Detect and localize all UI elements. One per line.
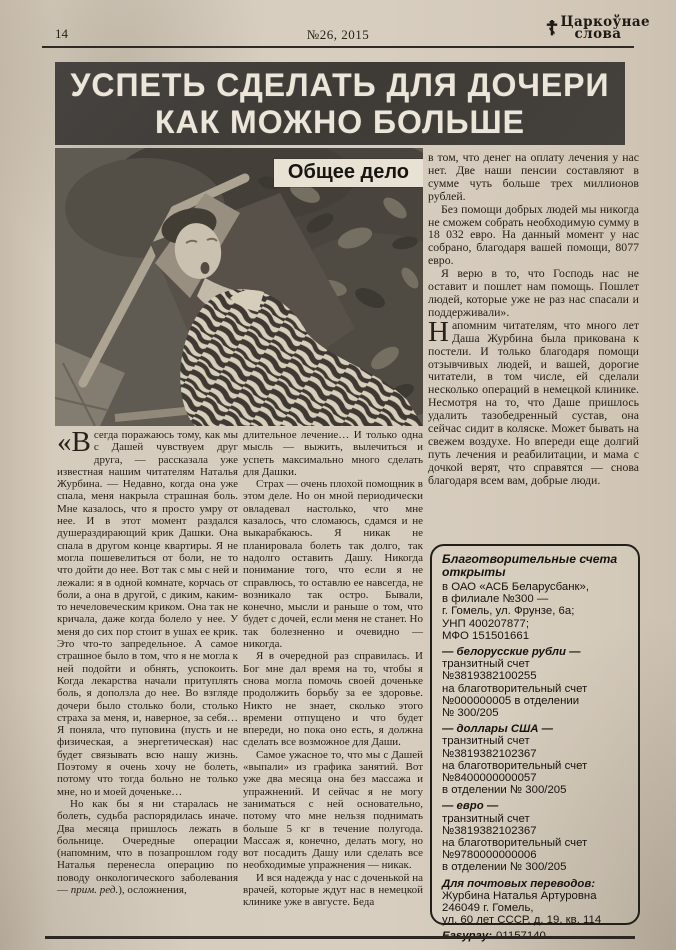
postal-header: Для почтовых переводов:	[442, 877, 596, 890]
paragraph-text: сегда поражаюсь тому, как мы с Дашей чувствуем друг друга, — рассказала уже известная нашим читателям Наталья Журбина. — Недавно, когда она уже спала, меня накрыла страшная боль. Мне казалось, что я просто умру от нее. И в этот момент раздался душераздирающий крик Дашки. Она спала в другом конце квартиры. Я не могла пошевелиться от боли, не то что дойти до нее. Вот так с мы с ней и лежали: я в одной комнате, корчась от боли, а она в другой, с диким, каким-то нечеловеческим криком. Она так не кричала, даже когда болело у нее. У меня до сих пор стоит в ушах ее крик. Это что-то запредельное. А самое страшное было в том, что я не могла к ней подойти и обнять, успокоить. Когда лекарства начали притуплять боль, я доползла до нее. Во взгляде дочери было столько боли, столько страха за меня, и, наверное, за себя… Я поняла, что пуповина (пусть и не физическая, а энергетическая) нас будет связывать всю нашу жизнь. Поэтому я очень хочу не болеть, потому что тогда больно не только мне, но и моей доченьке…	[57, 429, 238, 798]
paragraph: Я в очередной раз справилась. И Бог мне дал время на то, чтобы я снова могла помочь своей доченьке продолжить борьбу за ее здоровье. Никто не знает, сколько этого времени отпущено и что будет впереди, но пока оно есть, я должна сделать все возможное для Даши.	[243, 650, 423, 749]
account-line: на благотворительный счет	[442, 759, 588, 772]
column-middle	[243, 429, 423, 909]
postal-line: Журбина Наталья Артуровна	[442, 889, 597, 902]
article-photo	[55, 148, 423, 426]
account-line: транзитный счет	[442, 735, 530, 748]
bank-line: в филиале №300 —	[442, 593, 549, 606]
account-line: в отделении № 300/205	[442, 861, 567, 874]
bottom-rule	[45, 936, 635, 939]
account-line: на благотворительный счет	[442, 837, 588, 850]
headline-line-1: УСПЕТЬ СДЕЛАТЬ ДЛЯ ДОЧЕРИ	[70, 66, 610, 103]
paragraph-text: апомним читателям, что много лет Даша Журбина была прикована к постели. И только благодаря помощи отзывчивых людей, и вашей, дорогие читатели, в том числе, ей сделали несколько операций в немецкой клинике. Несмотря на то, что Даше пришлось удалить тазобедренный сустав, она сейчас сидит в коляске. Может бывать на свежем воздухе. Но впереди еще долгий путь лечения и реабилитации, и мама с дочкой верят, что справятся — снова благодаря всем вам, добрые люди.	[428, 317, 639, 487]
donation-box	[430, 544, 640, 925]
drop-cap: Н	[428, 315, 449, 348]
header-rule	[42, 46, 634, 48]
account-line: №3819382102367	[442, 824, 537, 837]
account-line: транзитный счет	[442, 812, 530, 825]
masthead-title	[561, 16, 650, 40]
drop-cap: «В	[57, 426, 91, 458]
bank-line: УНП 400207877;	[442, 617, 529, 630]
account-line: №3819382100255	[442, 670, 537, 683]
bank-line: МФО 151501661	[442, 629, 530, 642]
paragraph	[57, 798, 238, 896]
orthodox-cross-icon: ☦	[545, 16, 559, 40]
account-line: №9780000000006	[442, 849, 537, 862]
bank-line: г. Гомель, ул. Фрунзе, 6а;	[442, 605, 575, 618]
currency-header-usd: — доллары США —	[442, 723, 554, 736]
editor-note: прим. ред.	[70, 883, 119, 896]
donation-box-title: Благотворительные счета открыты	[442, 552, 618, 579]
headline-banner	[55, 62, 625, 145]
masthead	[546, 16, 650, 40]
paragraph: И вся надежда у нас с доченькой на врачей, которые ждут нас в немецкой клинике уже в августе. Беда	[243, 871, 423, 909]
account-line: №000000005 в отделении	[442, 694, 580, 707]
account-line: на благотворительный счет	[442, 682, 588, 695]
masthead-line-2: слова	[574, 26, 622, 42]
bank-line: в ОАО «АСБ Беларусбанк»,	[442, 581, 589, 593]
paragraph: длительное лечение… И только одна мысль — выжить, вылечиться и успеть максимально много сделать для Дашки.	[243, 429, 423, 478]
issue-number: №26, 2015	[306, 27, 370, 42]
masthead-line-1: Царкоўнае	[560, 14, 650, 30]
account-line: №8400000000057	[442, 772, 537, 785]
paragraph	[57, 426, 238, 798]
postal-line: ул. 60 лет СССР, д. 19, кв. 114	[442, 914, 602, 927]
column-left	[57, 426, 238, 896]
column-right	[428, 151, 639, 487]
paragraph: Без помощи добрых людей мы никогда не сможем собрать необходимую сумму в 18 032 евро. На данный момент у нас собрано, благодаря вашей помощи, 8077 евро.	[428, 201, 639, 268]
paragraph: Самое ужасное то, что мы с Дашей «выпали» из графика занятий. Вот уже два месяца она без массажа и упражнений. И сейчас я не могу заниматься с ней основательно, потому что мне нельзя поднимать больше 5 кг в течение полугода. Массаж я, конечно, делать могу, но вот посадить Дашу или сделать все необходимые упражнения — никак.	[243, 748, 423, 872]
postal-line: 246049 г. Гомель,	[442, 902, 534, 915]
currency-header-byr: — белорусские рубли —	[442, 646, 581, 659]
page-number: 14	[55, 26, 68, 41]
account-line: №3819382102367	[442, 747, 537, 760]
account-line: в отделении № 300/205	[442, 784, 567, 797]
paragraph: Страх — очень плохой помощник в этом деле. Но он мной периодически овладевал настолько, что мне казалось, что сломаюсь, сдамся и не выкарабкаюсь. Я никак не планировала болеть так долго, так надолго оставить Дашу. Никогда понимание того, что если я не справлюсь, то оставлю ее навсегда, не возникало так остро. Бывали, конечно, мысли и раньше о том, что будет с дочей, если меня не станет. Но так болезненно и очевидно — никогда.	[243, 478, 423, 651]
account-line: № 300/205	[442, 707, 499, 720]
photo-illustration	[55, 148, 423, 426]
paragraph-text: Но как бы я ни старалась не болеть, судьба распорядилась иначе. Два месяца пришлось лежать в больнице. Очередные операции (напомним, что в позапрошлом году Наталья перенесла операцию по поводу онкологического заболевания —	[57, 797, 238, 896]
currency-header-eur: — евро —	[442, 800, 499, 813]
headline-line-2: КАК МОЖНО БОЛЬШЕ	[154, 103, 526, 140]
paragraph: в том, что денег на оплату лечения у нас нет. Две наши пенсии составляют в сумме чуть больше трех миллионов рублей.	[428, 150, 639, 203]
paragraph: Я верю в то, что Господь нас не оставит и пошлет нам помощь. Пошлет людей, которые уже не раз нас спасали и поддерживали».	[428, 266, 639, 319]
paragraph-text: ), осложнения,	[118, 883, 187, 896]
account-line: транзитный счет	[442, 658, 530, 671]
paragraph	[428, 315, 639, 487]
photo-label: Общее дело	[274, 159, 423, 187]
